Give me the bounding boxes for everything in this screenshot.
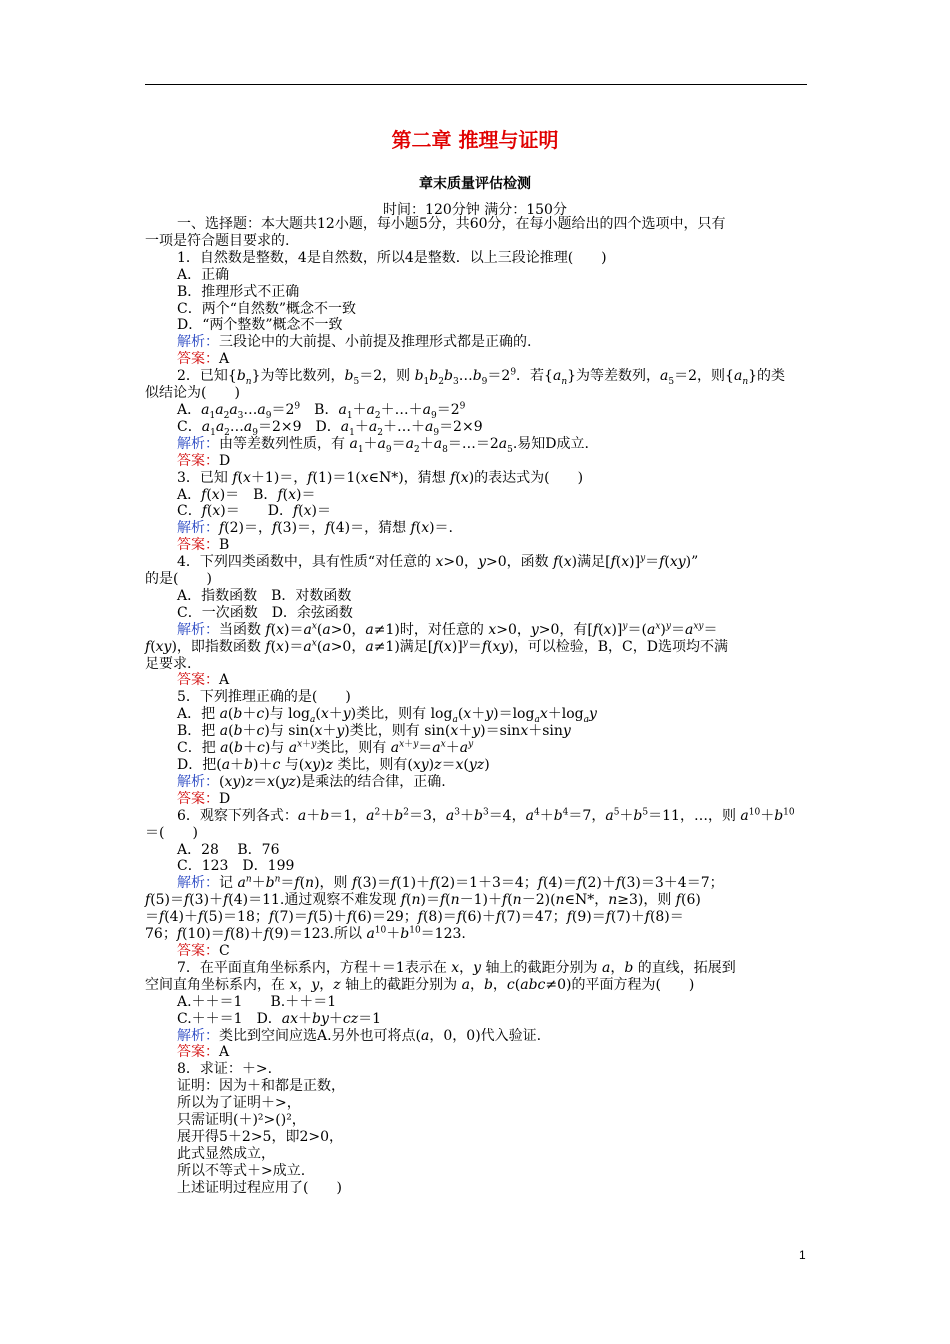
option-a: A．把 a(b＋c)与 $\log_a(x+y)$类比，则有 $\log_a(x+y)=\log_ax+\log_ay$ [177,706,597,726]
option-c: C．把 a(b＋c)与 $a^{x+y}$类比，则有 $a^{x+y}=a^x+a^y$ [177,739,474,757]
answer-label: 答案： [177,452,219,469]
analysis-line: 76；f(10)＝f(8)＋f(9)＝123.所以 $a^{10}+b^{10}=123$. [145,925,466,943]
option-cd: C．f(x)＝ D．f(x)＝ [177,503,331,520]
question-4-stem: 的是( ) [145,571,212,588]
analysis-line: 足要求. [145,655,192,672]
proof-line: 所以为了证明＋>， [177,1095,301,1112]
page-number: 1 [799,1248,806,1262]
question-1-stem: 1．自然数是整数，4是自然数，所以4是整数．以上三段论推理( ) [177,249,607,266]
option-d: D．把(a＋b)＋c 与(xy)z 类比，则有(xy)z＝x(yz) [177,757,490,773]
answer-label: 答案： [177,942,219,959]
option-ab: A．$a_1a_2a_3\dots a_9=2^9$ B．$a_1+a_2+\dots+a_9=2^9$ [177,401,466,421]
answer-label: 答案： [177,790,219,807]
proof-line: 上述证明过程应用了( ) [177,1179,342,1196]
question-7-stem: 空间直角坐标系内，在 x，y，z 轴上的截距分别为 a，b，c(abc≠0)的平面方程为( ) [145,976,695,993]
option-cd: C．$a_1a_2\dots a_9=2\times 9$ D．$a_1+a_2+\dots+a_9=2\times 9$ [177,418,483,438]
answer-line [145,1044,807,1061]
document-body [145,216,807,1197]
option-cd: C．一次函数 D．余弦函数 [177,604,353,621]
analysis-label: 解析： [177,875,219,892]
option-c: C．两个“自然数”概念不一致 [177,300,357,317]
question-8-stem: 8．求证：＋>. [177,1061,273,1078]
analysis-line: 解析：当函数 $f(x)=a^x(a>0$，a≠1)时，对任意的 x>0，y>0，有$[f(x)]^y=(a^x)^y=a^{xy}=$ [177,621,718,638]
proof-line: 证明：因为＋和都是正数， [177,1078,345,1095]
answer-line [145,351,807,368]
option-d: D．“两个整数”概念不一致 [177,317,343,334]
answer-label: 答案： [177,351,219,368]
analysis-line: f(xy)，即指数函数 $f(x)=a^x(a>0$，a≠1)满足$[f(x)]^y=f(xy)$，可以检验，B，C，D选项均不满 [145,638,728,655]
analysis-line: 解析：记 $a^n+b^n=f(n)$，则 f(3)＝f(1)＋f(2)＝1＋3＝4；f(4)＝f(2)＋f(3)＝3＋4＝7； [177,874,724,892]
proof-line: 展开得5＋2>5，即2>0， [177,1128,343,1145]
option-ab: A．28 B．76 [177,841,280,858]
option-ab: A.＋＋＝1 B.＋＋＝1 [177,993,337,1010]
option-ab: A．指数函数 B．对数函数 [177,587,352,604]
option-a: A．正确 [177,266,230,283]
answer-label: 答案： [177,672,219,689]
answer-line [145,943,807,960]
proof-line: 所以不等式＋>成立. [177,1162,306,1179]
answer-value: D [219,452,231,469]
question-3-stem: 3．已知 f(x＋1)＝，f(1)＝1(x∈N*)，猜想 f(x)的表达式为( ) [177,469,584,486]
answer-line [145,791,807,808]
analysis-line: 解析：(xy)z＝x(yz)是乘法的结合律，正确. [177,773,446,790]
answer-value: A [219,351,230,368]
answer-line [145,453,807,470]
option-b: B．把 a(b＋c)与 sin(x＋y)类比，则有 sin(x＋y)＝sinx＋siny [177,723,571,740]
answer-line [145,537,807,554]
analysis-label: 解析： [177,621,219,638]
option-cd: C．123 D．199 [177,858,295,875]
answer-value: D [219,790,231,807]
chapter-title: 第二章 推理与证明 [391,128,559,152]
analysis-line [145,334,807,351]
intro-line: 一项是符合题目要求的. [145,232,290,249]
option-cd: C.＋＋＝1 D．ax＋by＋cz＝1 [177,1010,382,1027]
answer-line [145,672,807,689]
question-7-stem: 7．在平面直角坐标系内，方程＋＝1表示在 x，y 轴上的截距分别为 a，b 的直线，拓展到 [177,959,736,976]
analysis-line: 解析：由等差数列性质，有 $a_1+a_9=a_2+a_8=\dots=2a_5$.易知D成立. [177,435,589,455]
answer-value: A [219,1044,230,1061]
analysis-label: 解析： [177,435,219,452]
answer-value: C [219,942,230,959]
answer-label: 答案： [177,1044,219,1061]
analysis-line: 解析：类比到空间应选A.另外也可将点(a，0，0)代入验证. [177,1027,542,1044]
analysis-label: 解析： [177,1027,219,1044]
answer-value: A [219,672,230,689]
proof-line: 此式显然成立， [177,1145,275,1162]
analysis-label: 解析： [177,520,219,537]
answer-label: 答案： [177,537,219,554]
question-5-stem: 5．下列推理正确的是( ) [177,689,351,706]
analysis-line: 解析：f(2)＝，f(3)＝，f(4)＝，猜想 f(x)＝. [177,520,454,537]
header-rule [145,84,807,85]
option-ab: A．f(x)＝ B．f(x)＝ [177,486,316,503]
answer-value: B [219,537,230,554]
analysis-label: 解析： [177,773,219,790]
analysis-line: ＝f(4)＋f(5)＝18；f(7)＝f(5)＋f(6)＝29；f(8)＝f(6)＋f(7)＝47；f(9)＝f(7)＋f(8)＝ [145,909,684,926]
analysis-line: f(5)＝f(3)＋f(4)＝11.通过观察不难发现 f(n)＝f(n－1)＋f(n－2)(n∈N*，n≥3)，则 f(6) [145,892,701,909]
section-title: 章末质量评估检测 [419,176,531,192]
question-2-stem: 2．已知$\{b_n\}$为等比数列，$b_5=2$，则 $b_1b_2b_3\dots b_9=2^9$．若$\{a_n\}$为等差数列，$a_5=2$，则$\{a_n\}$的类 [177,367,786,387]
proof-line: 只需证明(＋)²>()²， [177,1112,306,1129]
intro-line: 一、选择题：本大题共12小题，每小题5分，共60分，在每小题给出的四个选项中，只有 [177,216,726,232]
option-b: B．推理形式不正确 [177,283,300,300]
question-2-stem: 似结论为( ) [145,385,240,402]
question-6-stem: ＝( ) [145,824,198,841]
analysis-text: 三段论中的大前提、小前提及推理形式都是正确的. [219,334,532,351]
analysis-label: 解析： [177,334,219,351]
time-info: 时间：120分钟 满分：150分 [383,202,567,218]
question-6-stem: 6．观察下列各式：a＋b＝1，$a^2+b^2=3$，$a^3+b^3=4$，$a^4+b^4=7$，$a^5+b^5=11$，…，则 $a^{10}+b^{10}$ [177,807,795,824]
question-4-stem: 4．下列四类函数中，具有性质“对任意的 x>0，y>0，函数 f(x)满足$[f(x)]^y=f(xy)$” [177,553,699,571]
